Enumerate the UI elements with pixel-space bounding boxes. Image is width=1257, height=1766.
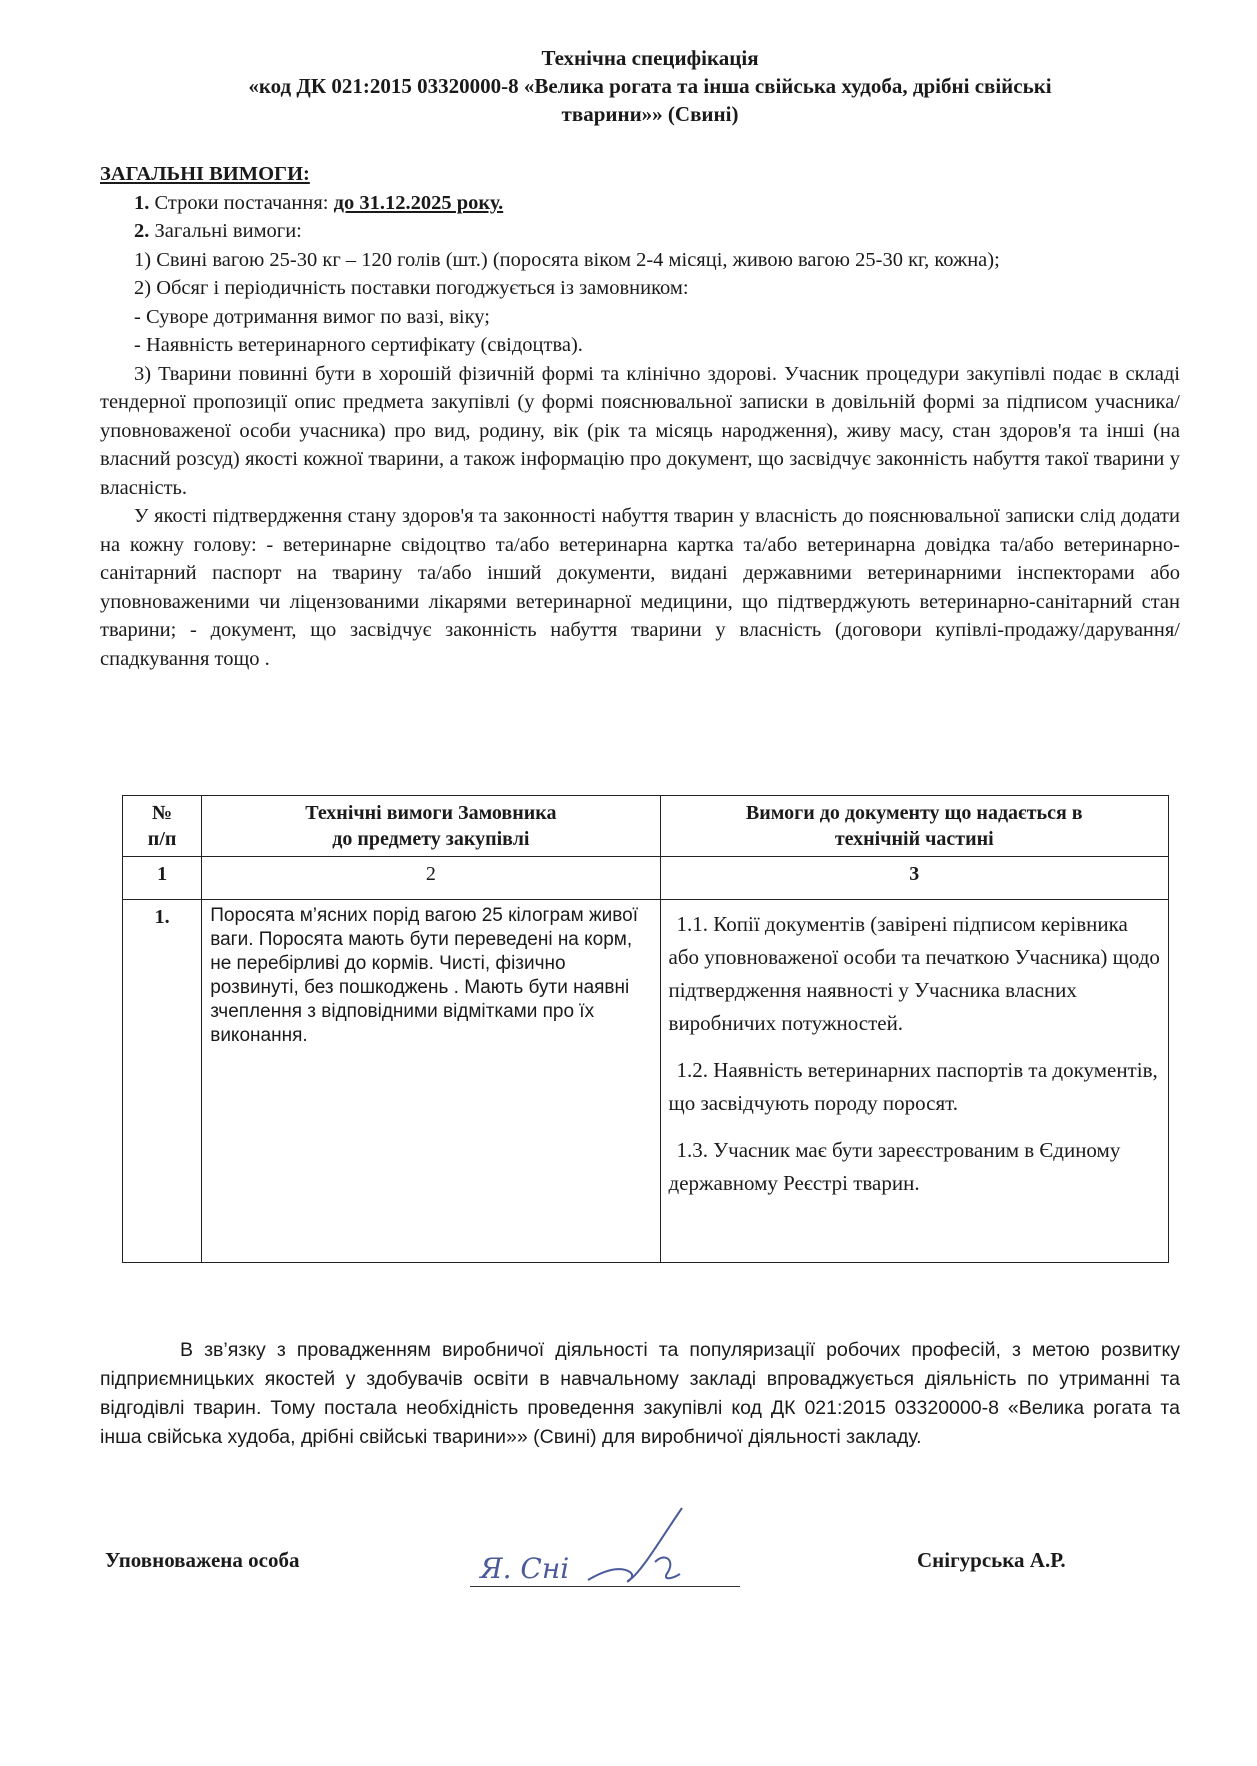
general-heading: ЗАГАЛЬНІ ВИМОГИ:	[100, 163, 310, 185]
handwritten-signature	[470, 1500, 750, 1590]
req-2-a: - Суворе дотримання вимог по вазі, віку;	[134, 305, 490, 328]
confirmation-paragraph: У якості підтвердження стану здоров'я та законності набуття тварин у власність до пояснювальної записки слід додати на кожну голову: - ветеринарне свідоцтво та/або ветеринарна картка та/або ветеринарна довідка та/або ветеринарно-санітарний паспорт на тварину та/або інший документи, видані державними ветеринарними інспекторами або уповноваженими чи ліцензованими лікарями ветеринарної медицини, що підтверджують ветеринарно-санітарний стан тварини; - документ, що засвідчує законність набуття тварини у власність (договори купівлі-продажу/дарування/спадкування тощо .	[100, 505, 1180, 670]
row-requirements: Поросята м’ясних порід вагою 25 кілограм живої ваги. Поросята мають бути переведені на корм, не перебірливі до кормів. Чисті, фізично розвинуті, без пошкоджень . Мають бути наявні зчеплення з відповідними відмітками про їх виконання.	[202, 900, 660, 1263]
signatory-label: Уповноважена особа	[105, 1548, 300, 1572]
title-line-2: «код ДК 021:2015 03320000-8 «Велика рогата та інша свійська худоба, дрібні свійські	[248, 74, 1052, 98]
delivery-term: 1. Строки постачання: до 31.12.2025 року.	[134, 191, 504, 214]
general-requirements	[100, 160, 1180, 673]
req-1: 1) Свині вагою 25-30 кг – 120 голів (шт.) (поросята віком 2-4 місяці, живою вагою 25-30 кг, кожна);	[134, 248, 1000, 271]
req-2-b: - Наявність ветеринарного сертифікату (свідоцтва).	[134, 334, 583, 356]
req-2: 2) Обсяг і періодичність поставки погоджується із замовником:	[134, 277, 689, 299]
req-3: 3) Тварини повинні бути в хорошій фізичній формі та клінічно здорові. Учасник процедури закупівлі подає в складі тендерної пропозиції опис предмета закупівлі (у формі пояснювальної записки в довільній формі за підписом учасника/уповноваженої особи учасника) про вид, родину, вік (рік та місяць народження), живу масу, стан здоров'я та інші (на власний розсуд) якості кожної тварини, а також інформацію про документ, що засвідчує законність набуття такої тварини у власність.	[100, 362, 1180, 499]
delivery-date: до 31.12.2025 року.	[333, 191, 504, 214]
row-documents	[660, 900, 1168, 1263]
doc-item: 1.1. Копії документів (завірені підписом керівника або уповноваженої особи та печаткою Учасника) щодо підтвердження наявності у Учасника власних виробничих потужностей.	[668, 912, 1160, 1035]
row-num: 1.	[123, 900, 202, 1263]
title-line-3: тварини»» (Свині)	[561, 102, 739, 126]
justification-paragraph: В зв’язку з провадженням виробничої діяльності та популяризації робочих професій, з метою розвитку підприємницьких якостей у здобувачів освіти в навчальному закладі впроваджується діяльність по утриманні та відгодівлі тварин. Тому постала необхідність проведення закупівлі код ДК 021:2015 03320000-8 «Велика рогата та інша свійська худоба, дрібні свійські тварини»» (Свині) для виробничої діяльності закладу.	[100, 1339, 1180, 1448]
spec-table	[122, 795, 1169, 1263]
col-number: 2	[202, 857, 660, 900]
header-requirements: Технічні вимоги Замовника до предмету закупівлі	[202, 796, 660, 857]
table-header-row	[123, 796, 1169, 857]
col-number: 1	[123, 857, 202, 900]
table-row	[123, 900, 1169, 1263]
signatory-name: Снігурська А.Р.	[917, 1548, 1066, 1572]
document-title	[100, 44, 1200, 128]
doc-item: 1.3. Учасник має бути зареєстрованим в Єдиному державному Реєстрі тварин.	[668, 1138, 1121, 1195]
header-num: № п/п	[123, 796, 202, 857]
header-documents: Вимоги до документу що надається в технічній частині	[660, 796, 1168, 857]
doc-item: 1.2. Наявність ветеринарних паспортів та документів, що засвідчують породу поросят.	[668, 1058, 1158, 1115]
col-number: 3	[660, 857, 1168, 900]
table-column-numbers	[123, 857, 1169, 900]
general-req-heading: 2. Загальні вимоги:	[134, 220, 302, 242]
svg-text:Я. Сні: Я. Сні	[480, 1552, 570, 1585]
title-line-1: Технічна специфікація	[541, 46, 759, 70]
